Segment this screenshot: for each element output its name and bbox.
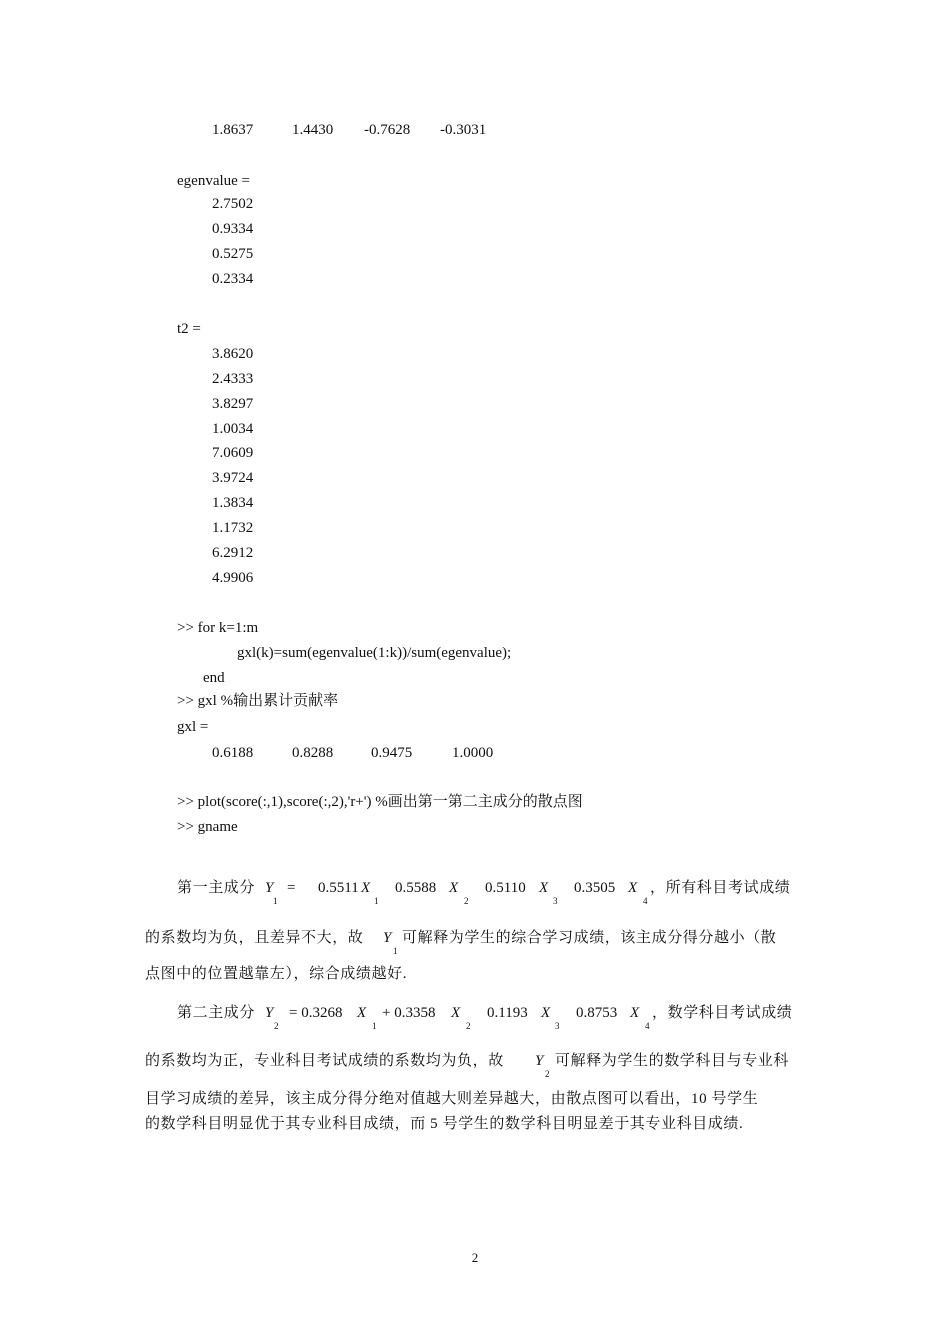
code-line-for: >> for k=1:m xyxy=(177,620,259,636)
egenvalue-value: 0.2334 xyxy=(212,271,254,287)
pc2-eq: = 0.3268 xyxy=(289,1005,343,1021)
gxl-value: 0.9475 xyxy=(371,745,413,761)
pc1-x1-sub: 1 xyxy=(374,896,379,906)
pc1-line2-b: 可解释为学生的综合学习成绩，该主成分得分越小（散 xyxy=(402,930,777,946)
pc1-intro: 第一主成分 xyxy=(177,880,256,896)
t2-value: 4.9906 xyxy=(212,570,254,586)
t2-value: 3.9724 xyxy=(212,470,254,486)
pc2-x2: X xyxy=(451,1005,461,1021)
pc1-x4-sub: 4 xyxy=(643,896,648,906)
code-line-gname: >> gname xyxy=(177,819,238,835)
code-line-gxl-cmd: >> gxl %输出累计贡献率 xyxy=(177,693,339,709)
pc1-x3: X xyxy=(539,880,549,896)
pc2-line2-a: 的系数均为正，专业科目考试成绩的系数均为负，故 xyxy=(145,1053,504,1069)
t2-value: 1.0034 xyxy=(212,421,254,437)
pc1-c4: 0.3505 xyxy=(574,880,616,896)
gxl-label: gxl = xyxy=(177,719,209,735)
pc2-var-sub: 2 xyxy=(274,1021,279,1031)
pc2-c3: 0.1193 xyxy=(487,1005,528,1021)
code-line-end: end xyxy=(203,670,225,686)
t2-value: 3.8297 xyxy=(212,396,254,412)
pc2-line3: 目学习成绩的差异，该主成分得分绝对值越大则差异越大，由散点图可以看出，10 号学生 xyxy=(145,1091,759,1107)
pc1-x4: X xyxy=(628,880,638,896)
t2-value: 2.4333 xyxy=(212,371,254,387)
code-line-plot: >> plot(score(:,1),score(:,2),'r+') %画出第一第二主成分的散点图 xyxy=(177,794,583,810)
pc2-x1: X xyxy=(357,1005,367,1021)
pc2-line2-b: 可解释为学生的数学科目与专业科 xyxy=(555,1053,790,1069)
code-line-gxl-assign: gxl(k)=sum(egenvalue(1:k))/sum(egenvalue); xyxy=(237,645,512,661)
pc1-var-sub: 1 xyxy=(273,896,278,906)
pc2-line2-sub: 2 xyxy=(545,1069,550,1079)
pc1-c3: 0.5110 xyxy=(485,880,526,896)
egenvalue-value: 0.9334 xyxy=(212,221,254,237)
pc2-x2-sub: 2 xyxy=(466,1021,471,1031)
pc1-tail: ，所有科目考试成绩 xyxy=(650,880,791,896)
pc1-var: Y xyxy=(265,880,274,896)
gxl-value: 0.6188 xyxy=(212,745,254,761)
row-value: 1.4430 xyxy=(292,122,334,138)
pc1-line2-sub: 1 xyxy=(393,946,398,956)
gxl-value: 0.8288 xyxy=(292,745,334,761)
pc2-x4: X xyxy=(630,1005,640,1021)
t2-value: 6.2912 xyxy=(212,545,254,561)
pc2-line4: 的数学科目明显优于其专业科目成绩，而 5 号学生的数学科目明显差于其专业科目成绩. xyxy=(145,1116,744,1132)
pc2-x3: X xyxy=(541,1005,551,1021)
pc1-x1: X xyxy=(361,880,371,896)
gxl-value: 1.0000 xyxy=(452,745,494,761)
pc1-x2-sub: 2 xyxy=(464,896,469,906)
t2-value: 7.0609 xyxy=(212,445,254,461)
pc2-intro: 第二主成分 xyxy=(177,1005,256,1021)
row-value: 1.8637 xyxy=(212,122,254,138)
page-number: 2 xyxy=(471,1250,479,1265)
egenvalue-value: 2.7502 xyxy=(212,196,254,212)
pc1-c2: 0.5588 xyxy=(395,880,437,896)
pc2-x1-sub: 1 xyxy=(372,1021,377,1031)
t2-value: 3.8620 xyxy=(212,346,254,362)
pc1-c1: 0.5511 xyxy=(318,880,359,896)
pc1-line2-var: Y xyxy=(383,930,392,946)
pc2-c4: 0.8753 xyxy=(576,1005,618,1021)
pc2-c2: + 0.3358 xyxy=(382,1005,436,1021)
pc2-line2-var: Y xyxy=(535,1053,544,1069)
pc2-var: Y xyxy=(265,1005,274,1021)
pc2-x4-sub: 4 xyxy=(645,1021,650,1031)
pc2-x3-sub: 3 xyxy=(555,1021,560,1031)
t2-label: t2 = xyxy=(177,321,201,337)
pc1-line3: 点图中的位置越靠左），综合成绩越好. xyxy=(145,966,408,982)
egenvalue-label: egenvalue = xyxy=(177,173,251,189)
pc1-x2: X xyxy=(449,880,459,896)
pc1-line2-a: 的系数均为负，且差异不大，故 xyxy=(145,930,364,946)
pc1-x3-sub: 3 xyxy=(553,896,558,906)
egenvalue-value: 0.5275 xyxy=(212,246,254,262)
pc1-eq: = xyxy=(287,880,296,896)
pc2-tail: ，数学科目考试成绩 xyxy=(652,1005,793,1021)
t2-value: 1.1732 xyxy=(212,520,254,536)
row-value: -0.3031 xyxy=(440,122,487,138)
row-value: -0.7628 xyxy=(364,122,411,138)
t2-value: 1.3834 xyxy=(212,495,254,511)
